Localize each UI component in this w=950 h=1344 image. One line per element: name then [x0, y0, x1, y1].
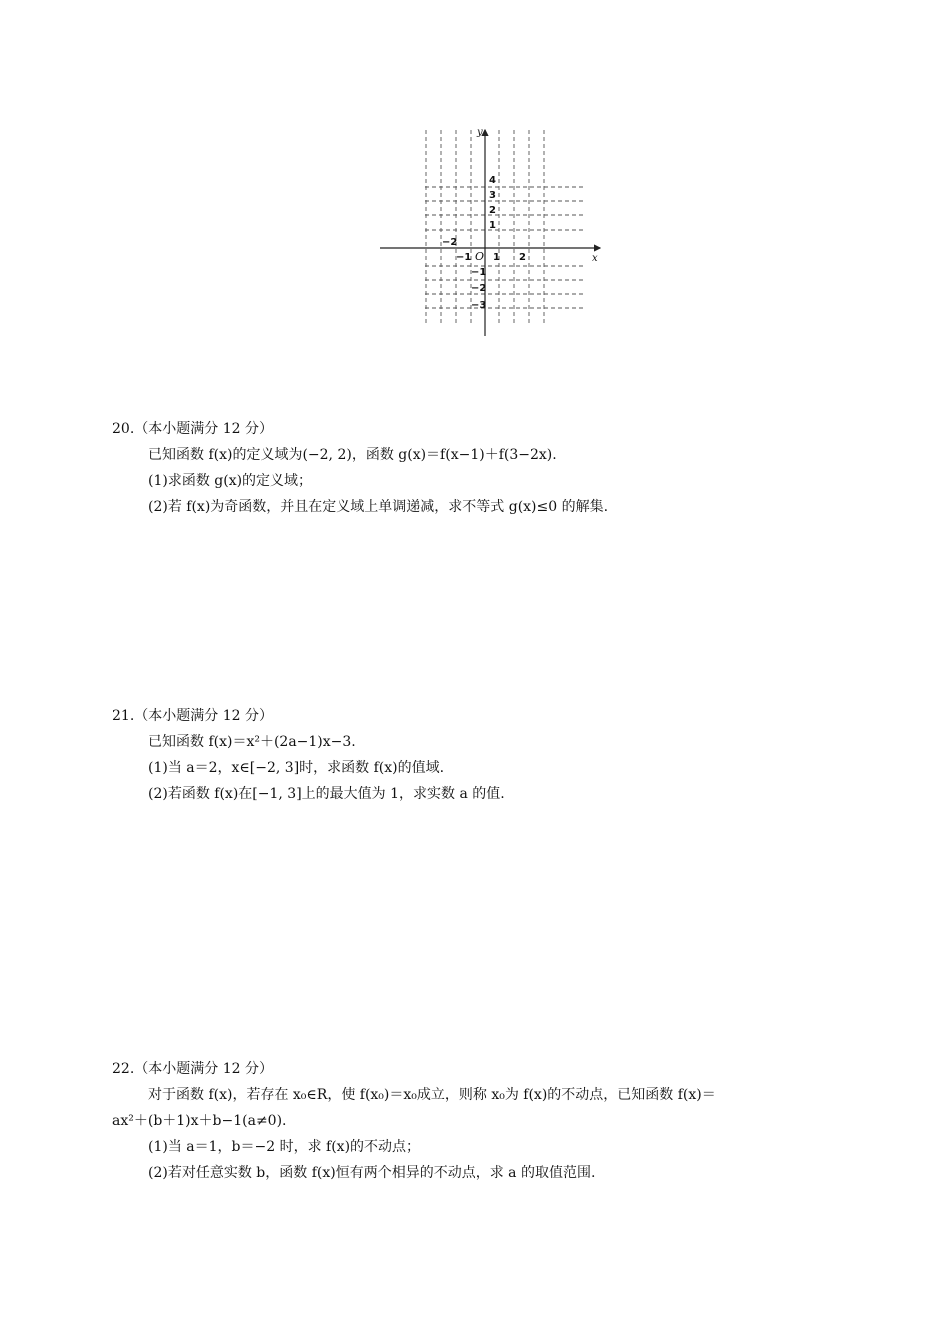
tick-labels: [442, 175, 526, 311]
question-heading: 20.（本小题满分 12 分）: [112, 421, 273, 437]
x-axis-label: x: [592, 253, 598, 264]
y-tick-label: 4: [489, 175, 496, 186]
y-tick-label: 2: [489, 205, 496, 216]
sub-question: (1)当 a＝1，b＝−2 时，求 f(x)的不动点；: [148, 1139, 421, 1155]
y-tick-label: −3: [471, 300, 487, 311]
sub-question: (2)若函数 f(x)在[−1, 3]上的最大值为 1，求实数 a 的值.: [148, 786, 505, 802]
question-22: [112, 1056, 852, 1186]
question-body: [112, 1082, 852, 1186]
question-20: [112, 416, 852, 520]
coordinate-grid-svg: [378, 126, 604, 338]
sub-question: (1)求函数 g(x)的定义域；: [148, 473, 313, 489]
y-tick-label: 1: [489, 220, 496, 231]
origin-label: O: [475, 250, 485, 263]
question-body: [112, 729, 852, 807]
coordinate-grid-figure: [378, 126, 604, 338]
y-axis-label: y: [477, 127, 483, 138]
question-21: [112, 703, 852, 807]
question-text: 对于函数 f(x)，若存在 x₀∈R，使 f(x₀)＝x₀成立，则称 x₀为 f(x)的不动点，已知函数 f(x)＝: [148, 1087, 716, 1103]
question-text-continued: ax²＋(b＋1)x＋b−1(a≠0).: [112, 1113, 287, 1129]
x-tick-label: 1: [493, 252, 500, 263]
x-tick-label: −2: [442, 237, 458, 248]
question-heading: 21.（本小题满分 12 分）: [112, 708, 273, 724]
x-tick-label: 2: [519, 252, 526, 263]
question-heading: 22.（本小题满分 12 分）: [112, 1061, 273, 1077]
question-body: [112, 442, 852, 520]
y-tick-label: −1: [471, 267, 487, 278]
sub-question: (2)若对任意实数 b，函数 f(x)恒有两个相异的不动点，求 a 的取值范围.: [148, 1165, 596, 1181]
question-text: 已知函数 f(x)的定义域为(−2, 2)，函数 g(x)＝f(x−1)＋f(3−2x).: [148, 447, 557, 463]
y-tick-label: −2: [471, 283, 487, 294]
sub-question: (1)当 a＝2，x∈[−2, 3]时，求函数 f(x)的值域.: [148, 760, 445, 776]
y-tick-label: 3: [489, 190, 496, 201]
question-text: 已知函数 f(x)＝x²＋(2a−1)x−3.: [148, 734, 356, 750]
x-tick-label: −1: [456, 252, 472, 263]
sub-question: (2)若 f(x)为奇函数，并且在定义域上单调递减，求不等式 g(x)≤0 的解集.: [148, 499, 609, 515]
